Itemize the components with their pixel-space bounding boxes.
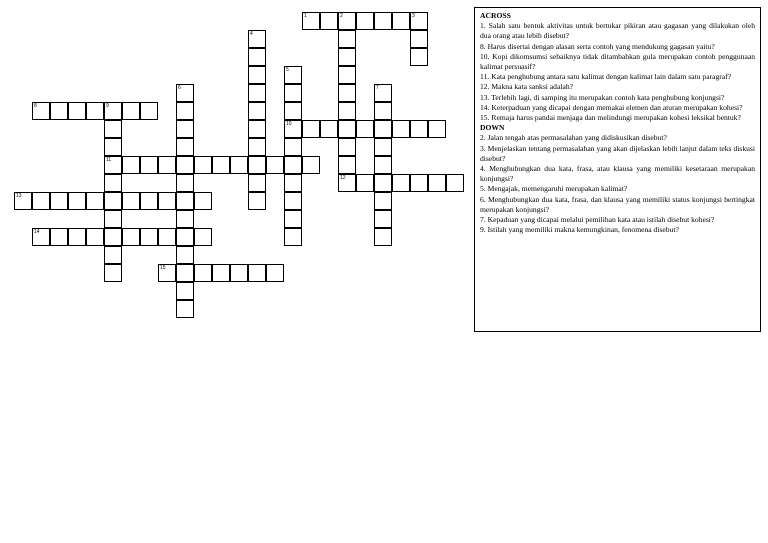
grid-cell[interactable] bbox=[104, 246, 122, 264]
clue-across-8: 8. Harus disertai dengan alasan serta contoh yang mendukung gagasan yaitu? bbox=[480, 41, 715, 51]
clue-down-9: 9. Istilah yang memiliki makna kemungkinan, fenomena disebut? bbox=[480, 225, 679, 235]
grid-cell[interactable] bbox=[248, 30, 266, 48]
grid-cell[interactable] bbox=[122, 228, 140, 246]
grid-cell[interactable] bbox=[248, 264, 266, 282]
clue-across-13: 13. Terlebih lagi, di samping itu merupakan contoh kata penghubung konjungsi? bbox=[480, 92, 725, 102]
grid-cell[interactable] bbox=[50, 192, 68, 210]
cell-number: 10 bbox=[286, 121, 292, 127]
grid-cell[interactable] bbox=[284, 174, 302, 192]
grid-cell[interactable] bbox=[446, 174, 464, 192]
grid-cell[interactable] bbox=[338, 66, 356, 84]
grid-cell[interactable] bbox=[248, 192, 266, 210]
crossword-grid bbox=[0, 0, 470, 330]
grid-cell[interactable] bbox=[374, 84, 392, 102]
grid-cell[interactable] bbox=[410, 120, 428, 138]
grid-cell[interactable] bbox=[50, 102, 68, 120]
clue-across-15: 15. Remaja harus pandai menjaga dan melindungi merupakan kohesi leksikal bentuk? bbox=[480, 113, 741, 123]
grid-cell[interactable] bbox=[338, 84, 356, 102]
across-heading: ACROSS bbox=[480, 11, 511, 20]
grid-cell[interactable] bbox=[176, 120, 194, 138]
grid-cell[interactable] bbox=[176, 228, 194, 246]
grid-cell[interactable] bbox=[284, 120, 302, 138]
grid-cell[interactable] bbox=[374, 120, 392, 138]
grid-cell[interactable] bbox=[176, 156, 194, 174]
down-heading: DOWN bbox=[480, 123, 505, 133]
grid-cell[interactable] bbox=[104, 156, 122, 174]
cell-number: 11 bbox=[106, 157, 112, 163]
grid-cell[interactable] bbox=[32, 192, 50, 210]
grid-cell[interactable] bbox=[320, 120, 338, 138]
grid-cell[interactable] bbox=[86, 192, 104, 210]
clue-down-6: 6. Menghubungkan dua kata, frasa, dan klausa yang memiliki status konjungsi bertingkat merupakan konjungsi? bbox=[480, 194, 755, 214]
grid-cell[interactable] bbox=[248, 138, 266, 156]
grid-cell[interactable] bbox=[248, 102, 266, 120]
grid-cell[interactable] bbox=[284, 210, 302, 228]
grid-cell[interactable] bbox=[374, 228, 392, 246]
grid-cell[interactable] bbox=[122, 192, 140, 210]
grid-cell[interactable] bbox=[338, 174, 356, 192]
cell-number: 6 bbox=[178, 85, 181, 91]
grid-cell[interactable] bbox=[248, 156, 266, 174]
cell-number: 9 bbox=[106, 103, 109, 109]
grid-cell[interactable] bbox=[410, 174, 428, 192]
grid-cell[interactable] bbox=[410, 30, 428, 48]
grid-cell[interactable] bbox=[248, 66, 266, 84]
grid-cell[interactable] bbox=[32, 228, 50, 246]
grid-cell[interactable] bbox=[68, 228, 86, 246]
grid-cell[interactable] bbox=[176, 84, 194, 102]
grid-cell[interactable] bbox=[428, 174, 446, 192]
grid-cell[interactable] bbox=[284, 102, 302, 120]
grid-cell[interactable] bbox=[284, 138, 302, 156]
grid-cell[interactable] bbox=[392, 12, 410, 30]
grid-cell[interactable] bbox=[392, 120, 410, 138]
cell-number: 1 bbox=[304, 13, 307, 19]
grid-cell[interactable] bbox=[284, 66, 302, 84]
cell-number: 4 bbox=[250, 31, 253, 37]
grid-cell[interactable] bbox=[176, 138, 194, 156]
grid-cell[interactable] bbox=[122, 156, 140, 174]
grid-cell[interactable] bbox=[140, 228, 158, 246]
grid-cell[interactable] bbox=[320, 12, 338, 30]
grid-cell[interactable] bbox=[338, 12, 356, 30]
grid-cell[interactable] bbox=[140, 192, 158, 210]
grid-cell[interactable] bbox=[176, 102, 194, 120]
grid-cell[interactable] bbox=[68, 192, 86, 210]
clue-down-4: 4. Menghubungkan dua kata, frasa, atau klausa yang memiliki kesetaraan merupakan konjungsi? bbox=[480, 164, 755, 184]
grid-cell[interactable] bbox=[302, 156, 320, 174]
grid-cell[interactable] bbox=[338, 30, 356, 48]
grid-cell[interactable] bbox=[104, 210, 122, 228]
grid-cell[interactable] bbox=[284, 156, 302, 174]
grid-cell[interactable] bbox=[122, 102, 140, 120]
grid-cell[interactable] bbox=[374, 102, 392, 120]
grid-cell[interactable] bbox=[212, 264, 230, 282]
grid-cell[interactable] bbox=[356, 12, 374, 30]
grid-cell[interactable] bbox=[356, 174, 374, 192]
grid-cell[interactable] bbox=[284, 228, 302, 246]
grid-cell[interactable] bbox=[338, 120, 356, 138]
grid-cell[interactable] bbox=[176, 210, 194, 228]
grid-cell[interactable] bbox=[374, 174, 392, 192]
clue-down-3: 3. Menjelaskan tentang permasalahan yang akan dijelaskan lebih lanjut dalam teks diskusi disebut? bbox=[480, 143, 755, 163]
grid-cell[interactable] bbox=[14, 192, 32, 210]
grid-cell[interactable] bbox=[158, 192, 176, 210]
cell-number: 14 bbox=[34, 229, 40, 235]
clue-down-5: 5. Mengajak, memengaruhi merupakan kalimat? bbox=[480, 184, 628, 194]
grid-cell[interactable] bbox=[176, 174, 194, 192]
grid-cell[interactable] bbox=[176, 192, 194, 210]
cell-number: 7 bbox=[376, 85, 379, 91]
grid-cell[interactable] bbox=[248, 84, 266, 102]
grid-cell[interactable] bbox=[140, 156, 158, 174]
clue-across-1: 1. Salah satu bentuk aktivitas untuk bertukar pikiran atau gagasan yang dilakukan oleh dua orang atau lebih disebut? bbox=[480, 21, 755, 41]
cell-number: 5 bbox=[286, 67, 289, 73]
grid-cell[interactable] bbox=[284, 84, 302, 102]
grid-cell[interactable] bbox=[302, 12, 320, 30]
grid-cell[interactable] bbox=[194, 264, 212, 282]
cell-number: 2 bbox=[340, 13, 343, 19]
grid-cell[interactable] bbox=[86, 228, 104, 246]
grid-cell[interactable] bbox=[338, 102, 356, 120]
cell-number: 15 bbox=[160, 265, 166, 271]
grid-cell[interactable] bbox=[104, 102, 122, 120]
grid-cell[interactable] bbox=[50, 228, 68, 246]
grid-cell[interactable] bbox=[338, 156, 356, 174]
grid-cell[interactable] bbox=[104, 138, 122, 156]
grid-cell[interactable] bbox=[32, 102, 50, 120]
grid-cell[interactable] bbox=[194, 192, 212, 210]
grid-cell[interactable] bbox=[176, 282, 194, 300]
grid-cell[interactable] bbox=[374, 156, 392, 174]
grid-cell[interactable] bbox=[428, 120, 446, 138]
grid-cell[interactable] bbox=[194, 156, 212, 174]
grid-cell[interactable] bbox=[338, 48, 356, 66]
grid-cell[interactable] bbox=[104, 120, 122, 138]
grid-cell[interactable] bbox=[374, 138, 392, 156]
grid-cell[interactable] bbox=[302, 120, 320, 138]
clue-across-10: 10. Kopi dikomsumsi sebaiknya tidak ditambahkan gula merupakan contoh penggunaan kalimat persuasif? bbox=[480, 51, 755, 72]
grid-cell[interactable] bbox=[212, 156, 230, 174]
clue-across-11: 11. Kata penghubung antara satu kalimat dengan kalimat lain dalam satu paragraf? bbox=[480, 72, 732, 82]
grid-cell[interactable] bbox=[356, 120, 374, 138]
grid-cell[interactable] bbox=[248, 120, 266, 138]
grid-cell[interactable] bbox=[104, 264, 122, 282]
grid-cell[interactable] bbox=[158, 156, 176, 174]
clue-panel bbox=[474, 7, 761, 332]
grid-cell[interactable] bbox=[338, 138, 356, 156]
grid-cell[interactable] bbox=[194, 228, 212, 246]
cell-number: 12 bbox=[340, 175, 346, 181]
grid-cell[interactable] bbox=[374, 12, 392, 30]
grid-cell[interactable] bbox=[158, 228, 176, 246]
grid-cell[interactable] bbox=[392, 174, 410, 192]
clue-across-12: 12. Makna kata sanksi adalah? bbox=[480, 82, 573, 92]
clue-down-7: 7. Kepaduan yang dicapai melalui pemilihan kata atau istilah disebut kohesi? bbox=[480, 215, 715, 225]
grid-cell[interactable] bbox=[68, 102, 86, 120]
cell-number: 3 bbox=[412, 13, 415, 19]
grid-cell[interactable] bbox=[284, 192, 302, 210]
grid-cell[interactable] bbox=[230, 264, 248, 282]
grid-cell[interactable] bbox=[374, 192, 392, 210]
clue-across-14: 14. Keterpaduan yang dicapai dengan memakai elemen dan aturan merupakan kohesi? bbox=[480, 102, 743, 112]
grid-cell[interactable] bbox=[266, 264, 284, 282]
grid-cell[interactable] bbox=[140, 102, 158, 120]
grid-cell[interactable] bbox=[410, 12, 428, 30]
grid-cell[interactable] bbox=[248, 174, 266, 192]
grid-cell[interactable] bbox=[410, 48, 428, 66]
grid-cell[interactable] bbox=[374, 210, 392, 228]
grid-cell[interactable] bbox=[104, 174, 122, 192]
grid-cell[interactable] bbox=[104, 228, 122, 246]
grid-cell[interactable] bbox=[176, 246, 194, 264]
cell-number: 13 bbox=[16, 193, 22, 199]
grid-cell[interactable] bbox=[104, 192, 122, 210]
grid-cell[interactable] bbox=[248, 48, 266, 66]
grid-cell[interactable] bbox=[230, 156, 248, 174]
grid-cell[interactable] bbox=[176, 300, 194, 318]
cell-number: 8 bbox=[34, 103, 37, 109]
grid-cell[interactable] bbox=[266, 156, 284, 174]
clue-down-2: 2. Jalan tengah atas permasalahan yang didiskusikan disebut? bbox=[480, 133, 667, 143]
grid-cell[interactable] bbox=[176, 264, 194, 282]
grid-cell[interactable] bbox=[86, 102, 104, 120]
grid-cell[interactable] bbox=[158, 264, 176, 282]
